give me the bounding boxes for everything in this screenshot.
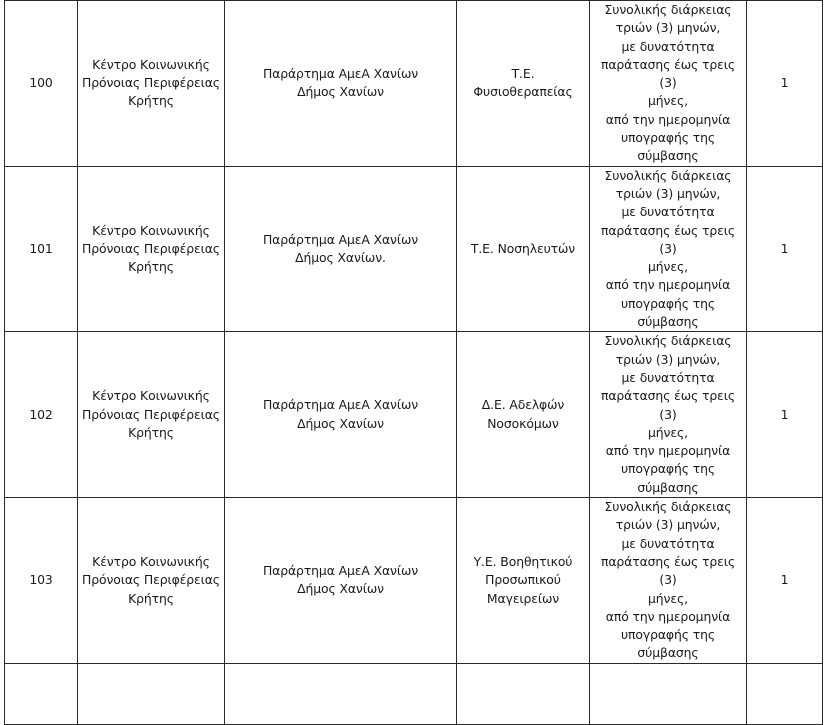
duration-line: με δυνατότητα [621,369,715,385]
duration-line: υπογραφής της [620,627,716,643]
center-line: Κρήτης [128,259,174,275]
specialty-cell [457,332,590,498]
duration-line: τριών (3) μηνών, [615,20,721,36]
duration-line: υπογραφής της [620,461,716,477]
branch-cell [225,498,457,664]
row-number-cell: 103 [5,498,78,664]
specialty-cell [457,498,590,664]
center-line: Κέντρο Κοινωνικής [92,222,210,238]
duration-line: σύμβασης [637,314,699,330]
duration-line: υπογραφής της [620,130,716,146]
duration-line: σύμβασης [637,148,699,164]
center-line: Πρόνοιας Περιφέρειας [82,240,220,256]
duration-line: από την ημερομηνία [605,111,731,127]
row-number-cell: 100 [5,1,78,167]
row-number-cell: 101 [5,166,78,332]
duration-line: μήνες, [648,259,688,275]
duration-line: υπογραφής της [620,295,716,311]
center-line: Πρόνοιας Περιφέρειας [82,75,220,91]
specialty-line: Φυσιοθεραπείας [473,84,573,100]
specialty-line: Νοσοκόμων [487,415,559,431]
duration-line: τριών (3) μηνών, [615,517,721,533]
table-row [5,1,823,167]
duration-line: Συνολικής διάρκειας [604,2,732,17]
row-number-cell: 102 [5,332,78,498]
branch-line: Παράρτημα ΑμεΑ Χανίων [262,563,419,579]
duration-line: Συνολικής διάρκειας [604,333,732,349]
duration-line: από την ημερομηνία [605,443,731,459]
center-line: Κρήτης [128,424,174,440]
center-line: Κρήτης [128,93,174,109]
duration-line: με δυνατότητα [621,38,715,54]
specialty-cell-empty [457,663,590,724]
duration-line: τριών (3) μηνών, [615,351,721,367]
specialty-line: Δ.Ε. Αδελφών [481,397,565,413]
branch-line: Δήμος Χανίων. [295,250,386,265]
branch-cell [225,166,457,332]
duration-line: παράτασης έως τρεις (3) [600,388,736,422]
branch-line: Δήμος Χανίων [297,581,384,597]
duration-cell-empty [590,663,747,724]
duration-cell [590,332,747,498]
duration-line: μήνες, [648,590,688,606]
position-count-cell: 1 [747,498,823,664]
center-cell [78,1,225,167]
center-line: Πρόνοιας Περιφέρειας [82,572,220,588]
specialty-line: Προσωπικού [485,572,561,588]
duration-line: σύμβασης [637,645,699,661]
duration-cell [590,498,747,664]
specialty-line: Μαγειρείων [486,590,560,606]
branch-line: Παράρτημα ΑμεΑ Χανίων [262,231,419,247]
duration-line: παράτασης έως τρεις (3) [600,56,736,91]
table-row [5,332,823,498]
specialty-cell [457,166,590,332]
duration-line: από την ημερομηνία [605,277,731,293]
duration-line: με δυνατότητα [621,204,715,220]
branch-cell [225,1,457,167]
branch-line: Δήμος Χανίων [297,84,384,100]
position-count-cell: 1 [747,166,823,332]
center-cell [78,498,225,664]
position-count-cell: 1 [747,1,823,167]
specialty-line: Τ.Ε. [511,66,535,82]
table-row [5,498,823,664]
specialty-cell [457,1,590,167]
duration-line: από την ημερομηνία [605,608,731,624]
center-line: Κέντρο Κοινωνικής [92,388,210,404]
duration-line: τριών (3) μηνών, [615,185,721,201]
center-line: Κέντρο Κοινωνικής [92,553,210,569]
table-row [5,166,823,332]
duration-line: με δυνατότητα [621,535,715,551]
branch-line: Παράρτημα ΑμεΑ Χανίων [262,397,419,413]
center-line: Κρήτης [128,590,174,606]
branch-line: Δήμος Χανίων [297,415,384,431]
duration-line: μήνες, [648,424,688,440]
center-line: Πρόνοιας Περιφέρειας [82,406,220,422]
duration-line: παράτασης έως τρεις (3) [600,553,736,588]
position-count-cell-empty [747,663,823,724]
specialty-line: Τ.Ε. Νοσηλευτών [470,240,576,256]
positions-table-body [5,1,823,725]
branch-line: Παράρτημα ΑμεΑ Χανίων [262,66,419,82]
duration-cell [590,1,747,167]
specialty-line: Υ.Ε. Βοηθητικού [473,553,573,569]
center-cell [78,332,225,498]
positions-table [4,0,823,725]
center-cell-empty [78,663,225,724]
branch-cell [225,332,457,498]
duration-line: σύμβασης [637,479,699,495]
duration-cell [590,166,747,332]
row-number-cell-empty [5,663,78,724]
center-cell [78,166,225,332]
duration-line: Συνολικής διάρκειας [604,167,732,183]
center-line: Κέντρο Κοινωνικής [92,56,210,72]
position-count-cell: 1 [747,332,823,498]
duration-line: παράτασης έως τρεις (3) [600,222,736,256]
branch-cell-empty [225,663,457,724]
table-row-partial [5,663,823,724]
duration-line: Συνολικής διάρκειας [604,499,732,515]
duration-line: μήνες, [648,93,688,109]
